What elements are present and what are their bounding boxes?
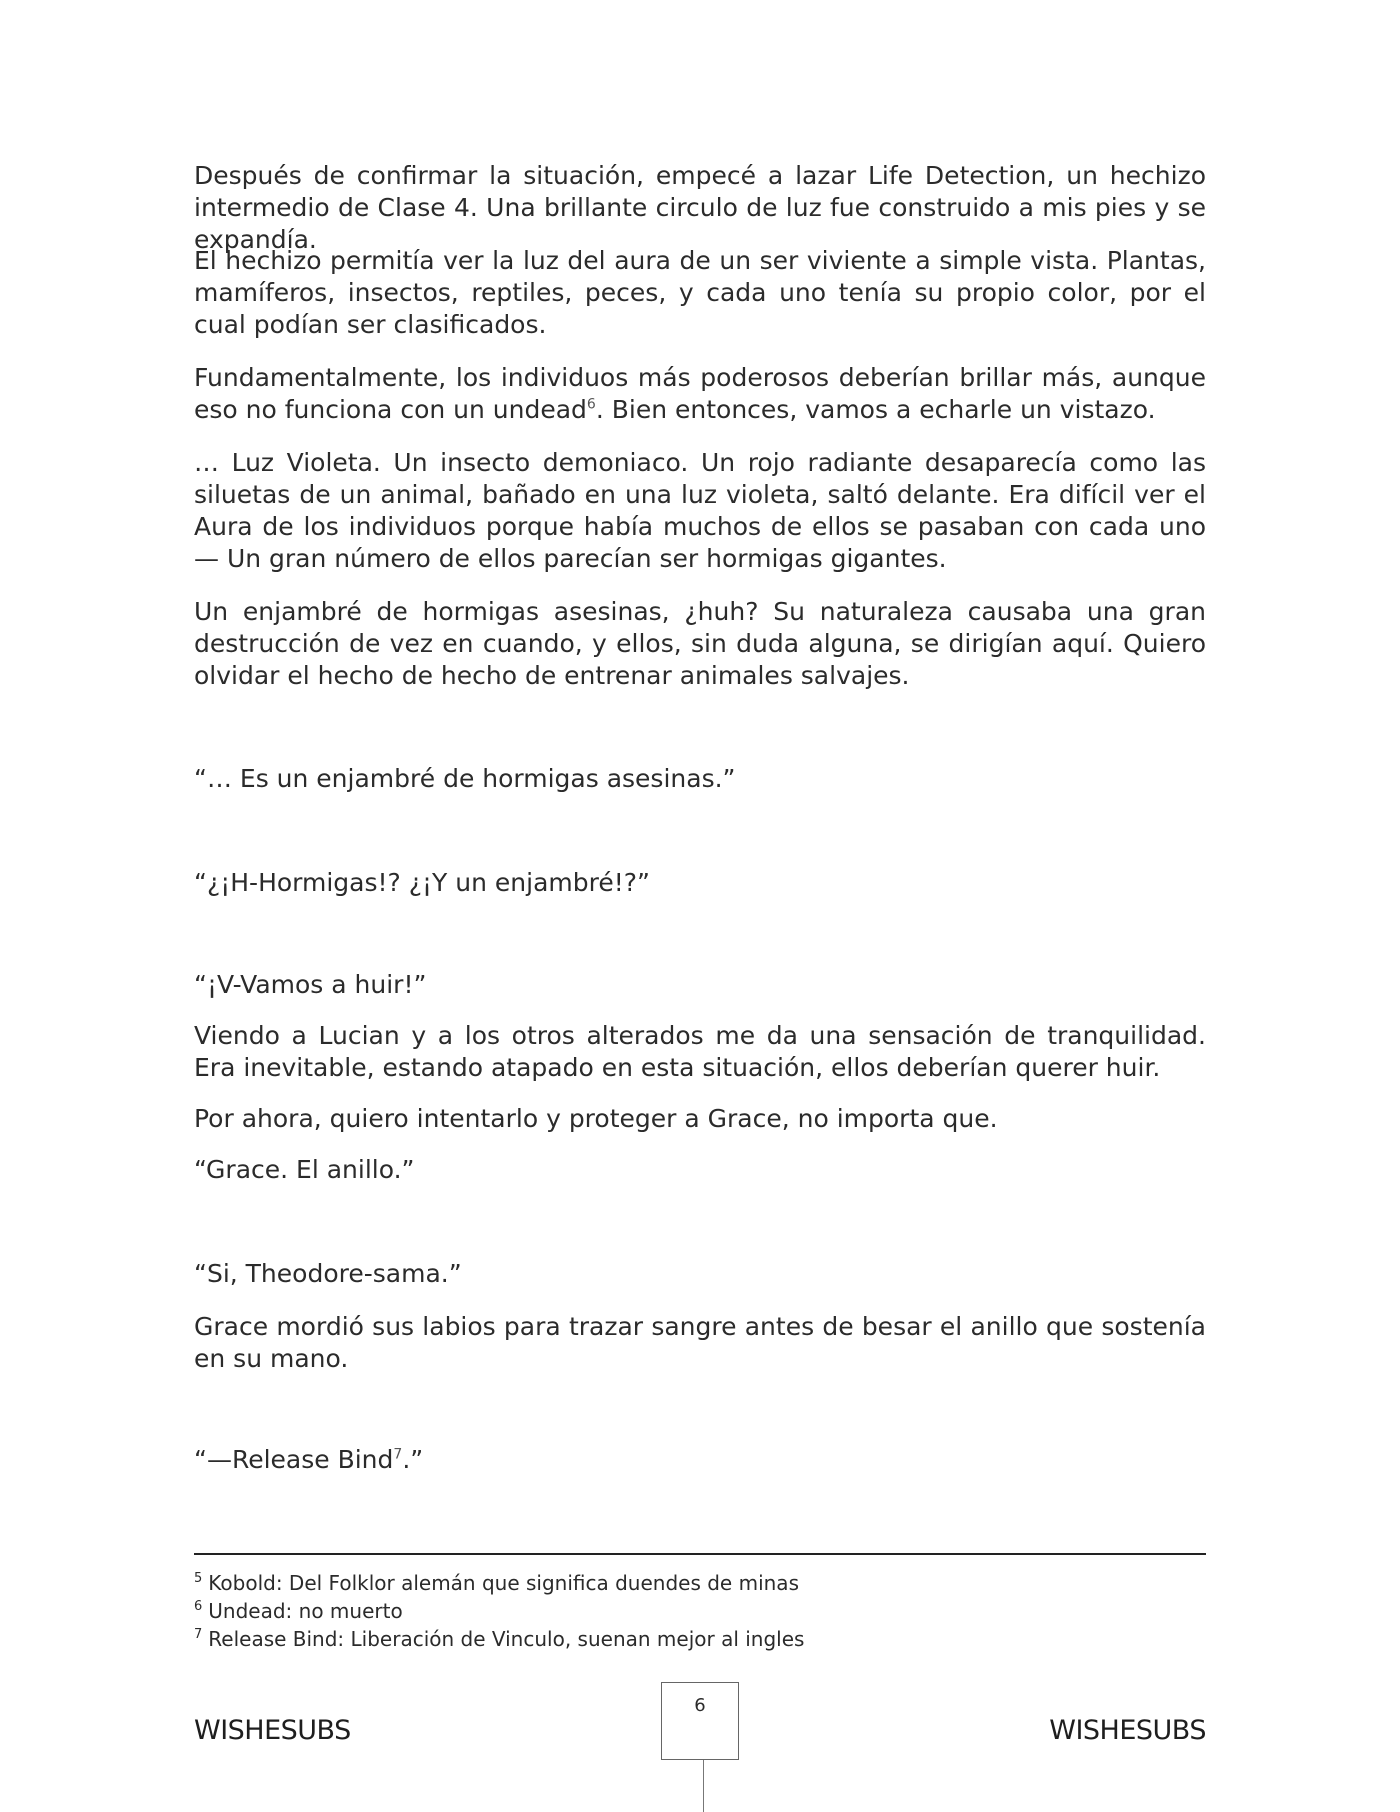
dialogue-release-bind [194, 1444, 1206, 1476]
paragraph-life-detection: Después de confirmar la situación, empecé a lazar Life Detection, un hechizo intermedio de Clase 4. Una brillante circulo de luz fue construido a mis pies y se expandía. [194, 161, 1206, 254]
page-number-stem [703, 1760, 704, 1812]
paragraph-violet-light: … Luz Violeta. Un insecto demoniaco. Un rojo radiante desaparecía como las siluetas de un animal, bañado en una luz violeta, saltó delante. Era difícil ver el Aura de los individuos porque había muchos de ellos se pasaban con cada uno— Un gran número de ellos parecían ser hormigas gigantes. [194, 448, 1206, 573]
footnote-5 [194, 1570, 1206, 1596]
page-number: 6 [694, 1695, 706, 1716]
paragraph-aura-spell: El hechizo permitía ver la luz del aura de un ser viviente a simple vista. Plantas, mamíferos, insectos, reptiles, peces, y cada uno tenía su propio color, por el cual podían ser clasificados. [194, 246, 1206, 339]
paragraph-undead-part-b: . Bien entonces, vamos a echarle un vistazo. [595, 395, 1156, 424]
footnote-divider [194, 1553, 1206, 1555]
paragraph-lucian: Viendo a Lucian y a los otros alterados me da una sensación de tranquilidad. Era inevitable, estando atapado en esta situación, ellos deberían querer huir. [194, 1021, 1206, 1082]
dialogue-theodore-sama: “Si, Theodore-sama.” [194, 1259, 462, 1288]
dialogue-release-bind-part-a: “—Release Bind [194, 1445, 394, 1474]
page-number-box [661, 1682, 739, 1760]
paragraph-ant-swarm: Un enjambré de hormigas asesinas, ¿huh? Su naturaleza causaba una gran destrucción de vez en cuando, y ellos, sin duda alguna, se dirigían aquí. Quiero olvidar el hecho de hecho de entrenar animales salvajes. [194, 597, 1206, 690]
paragraph-protect-grace: Por ahora, quiero intentarlo y proteger a Grace, no importa que. [194, 1104, 998, 1133]
dialogue-ring: “Grace. El anillo.” [194, 1155, 415, 1184]
dialogue-swarm: “… Es un enjambré de hormigas asesinas.” [194, 764, 736, 793]
footnote-number: 7 [194, 1627, 203, 1643]
footnote-number: 6 [194, 1599, 203, 1615]
footnote-ref-7: 7 [393, 1446, 403, 1463]
footnote-7 [194, 1626, 1206, 1652]
footnote-6 [194, 1598, 1206, 1624]
paragraph-grace-ring: Grace mordió sus labios para trazar sangre antes de besar el anillo que sostenía en su mano. [194, 1312, 1206, 1373]
footnote-text: Kobold: Del Folklor alemán que significa duendes de minas [208, 1571, 799, 1595]
dialogue-ants: “¿¡H-Hormigas!? ¿¡Y un enjambré!?” [194, 868, 650, 897]
paragraph-undead [194, 362, 1206, 426]
dialogue-flee: “¡V-Vamos a huir!” [194, 970, 427, 999]
footnote-text: Release Bind: Liberación de Vinculo, suenan mejor al ingles [208, 1627, 805, 1651]
footer-brand-right: WISHESUBS [1049, 1715, 1206, 1746]
footnote-ref-6: 6 [586, 396, 596, 413]
paragraph-undead-part-a: Fundamentalmente, los individuos más poderosos deberían brillar más, aunque eso no funciona con un undead [194, 363, 1206, 424]
dialogue-release-bind-part-b: .” [402, 1445, 424, 1474]
footnote-text: Undead: no muerto [208, 1599, 403, 1623]
footnote-number: 5 [194, 1571, 203, 1587]
footer-brand-left: WISHESUBS [194, 1715, 351, 1746]
